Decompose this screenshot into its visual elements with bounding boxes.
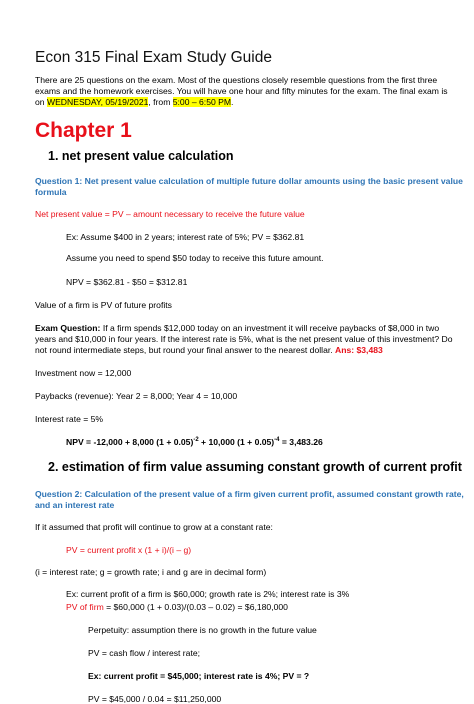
- section-2-heading: 2. estimation of firm value assuming constant growth of current profit: [48, 460, 462, 474]
- npv-assumption: Assume you need to spend $50 today to receive this future amount.: [66, 253, 324, 263]
- exam-date-highlight: WEDNESDAY, 05/19/2021: [46, 97, 149, 107]
- npv-formula: NPV = -12,000 + 8,000 $(1 + 0.05)^{-2} + 10,000$ $(1 + 0.05)^{-4} = 3,483.26$: [66, 437, 323, 447]
- question-1-line-2: formula: [35, 187, 67, 197]
- exam-question-label: Exam Question:: [35, 323, 101, 333]
- pv-of-firm: PV of firm = $60,000 (1 + 0.03)/(0.03 – 0.02) = $6,180,000: [66, 602, 288, 612]
- exam-time-highlight: 5:00 – 6:50 PM: [172, 97, 232, 107]
- pv-cash-flow: PV = cash flow / interest rate;: [88, 648, 201, 658]
- paybacks: Paybacks (revenue): Year 2 = 8,000; Year 4 = 10,000: [35, 391, 238, 401]
- firm-value-note: Value of a firm is PV of future profits: [35, 300, 172, 310]
- intro-line-1: There are 25 questions on the exam. Most of the questions closely resemble questions from the first three: [35, 75, 438, 85]
- interest-rate: Interest rate = 5%: [35, 414, 104, 424]
- question-1-line-1: Question 1: Net present value calculation of multiple future dollar amounts using the basic present value: [35, 176, 463, 186]
- exam-question-line-1: Exam Question: If a firm spends $12,000 today on an investment it will receive paybacks of $8,000 in two: [35, 323, 440, 333]
- perpetuity-result: PV = $45,000 / 0.04 = $11,250,000: [88, 694, 222, 704]
- exam-question-line-3: not round intermediate steps, but round your final answer to the nearest dollar. Ans: $3,483: [35, 345, 383, 355]
- perpetuity-note: Perpetuity: assumption there is no growth in the future value: [88, 625, 317, 635]
- exam-question-line-2: years and $10,000 in four years. If the interest rate is 5%, what is the net present value of this investment? Do: [35, 334, 453, 344]
- growth-example: Ex: current profit of a firm is $60,000; growth rate is 2%; interest rate is 3%: [66, 589, 350, 599]
- question-2-line-1: Question 2: Calculation of the present value of a firm given current profit, assumed constant growth rate,: [35, 489, 464, 499]
- intro-line-2: exams and the homework exercises. You will have one hour and fifty minutes for the exam. The final exam is: [35, 86, 448, 96]
- variable-definitions: (i = interest rate; g = growth rate; i and g are in decimal form): [35, 567, 267, 577]
- chapter-heading: Chapter 1: [35, 119, 132, 142]
- intro-line-3: on WEDNESDAY, 05/19/2021, from 5:00 – 6:50 PM.: [35, 97, 234, 107]
- npv-definition: Net present value = PV – amount necessary to receive the future value: [35, 209, 305, 219]
- growth-intro: If it assumed that profit will continue to grow at a constant rate:: [35, 522, 273, 532]
- question-2-line-2: and an interest rate: [35, 500, 115, 510]
- investment-now: Investment now = 12,000: [35, 368, 132, 378]
- pv-growth-formula: PV = current profit x (1 + i)/(i – g): [66, 545, 192, 555]
- npv-example: Ex: Assume $400 in 2 years; interest rate of 5%; PV = $362.81: [66, 232, 305, 242]
- perpetuity-example: Ex: current profit = $45,000; interest rate is 4%; PV = ?: [88, 671, 310, 681]
- document-title: Econ 315 Final Exam Study Guide: [35, 49, 272, 66]
- exam-answer: Ans: $3,483: [335, 345, 383, 355]
- section-1-heading: 1. net present value calculation: [48, 149, 234, 163]
- npv-result: NPV = $362.81 - $50 = $312.81: [66, 277, 188, 287]
